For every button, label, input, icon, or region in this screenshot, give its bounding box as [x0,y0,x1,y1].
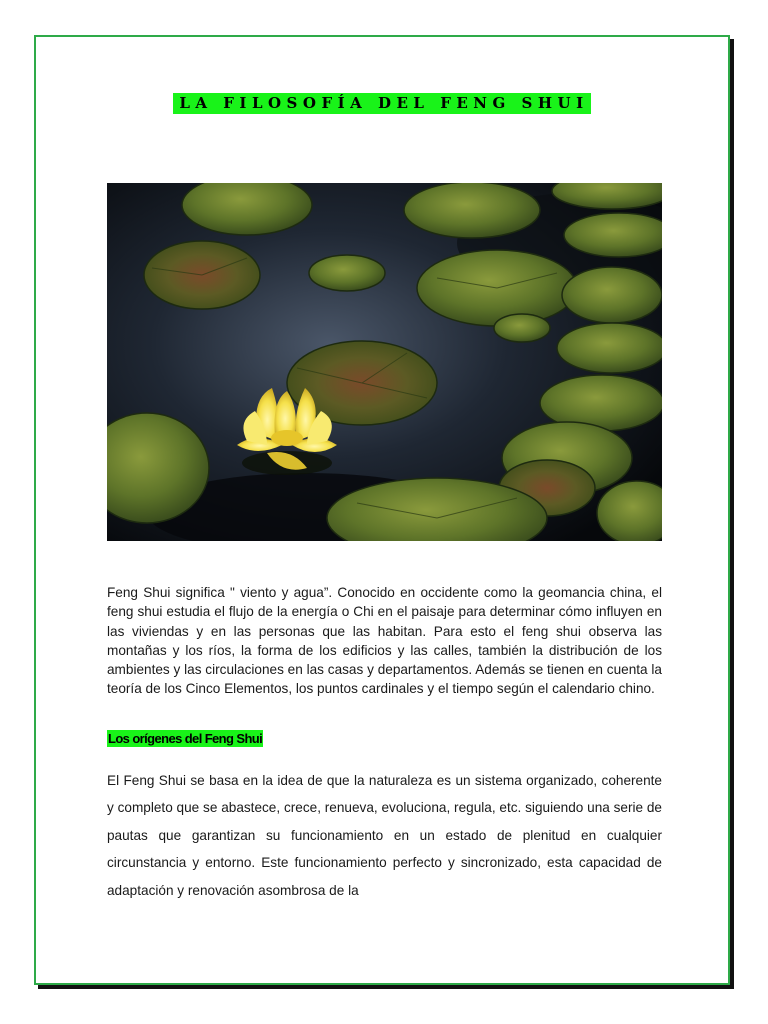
intro-paragraph: Feng Shui significa " viento y agua”. Conocido en occidente como la geomancia china, el feng shui estudia el flujo de la energía o Chi en el paisaje para determinar cómo influyen en las viviendas y en las personas que las habitan. Para esto el feng shui observa las montañas y los ríos, la forma de los edificios y las calles, también la distribución de los ambientes y las circulaciones en las casas y departamentos. Además se tienen en cuenta la teoría de los Cinco Elementos, los puntos cardinales y el tiempo según el calendario chino. [107,585,662,697]
section-heading: Los orígenes del Feng Shui [108,731,263,746]
water-lily-illustration [107,183,662,541]
origins-paragraph: El Feng Shui se basa en la idea de que la naturaleza es un sistema organizado, coherente y completo que se abastece, crece, renueva, evoluciona, regula, etc. siguiendo una serie de pautas que garantizan su funcionamiento en un estado de plenitud en cualquier circunstancia y entorno. Este funcionamiento perfecto y sincronizado, esta capacidad de adaptación y renovación asombrosa de la [107,773,662,898]
document-title: LA FILOSOFÍA DEL FENG SHUI [173,93,590,114]
document-page [34,35,730,985]
water-lily-photo [107,183,662,541]
title-container [36,93,728,114]
